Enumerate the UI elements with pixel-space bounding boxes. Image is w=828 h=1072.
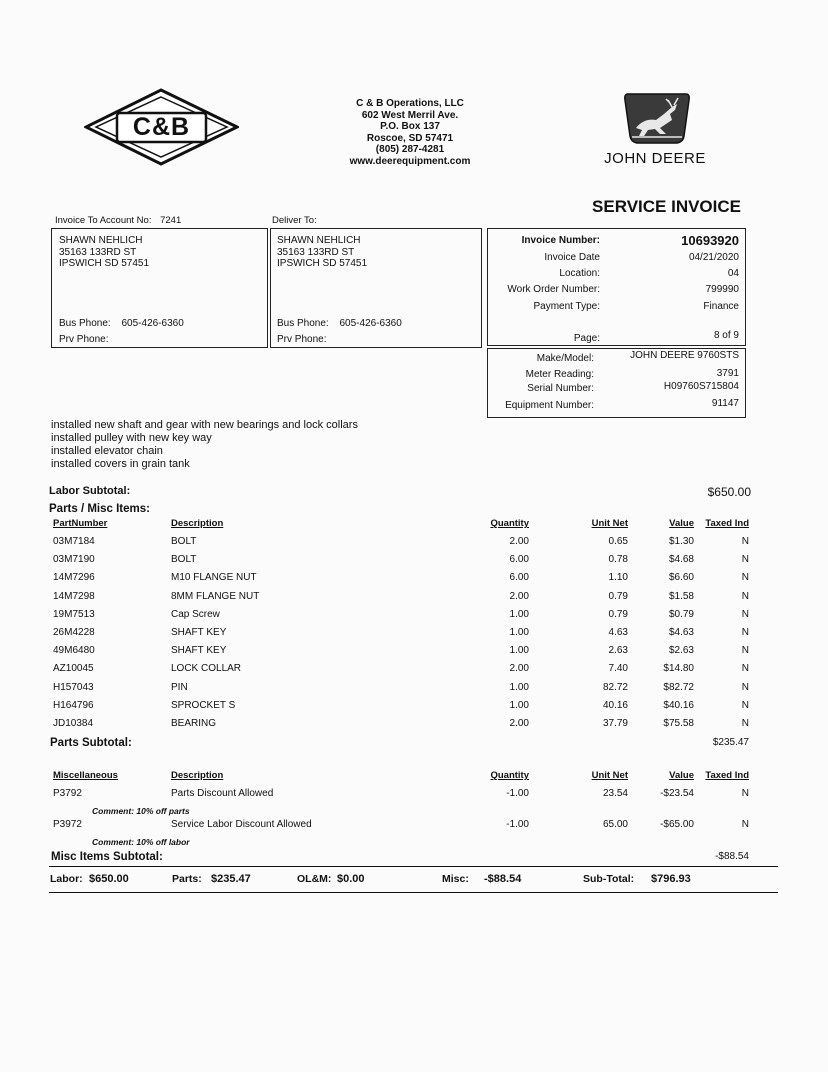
labor-subtotal-value: $650.00 (707, 485, 751, 499)
work-order: 799990 (705, 284, 739, 295)
document-title: SERVICE INVOICE (592, 197, 741, 216)
misc-description: Parts Discount Allowed (171, 788, 274, 799)
col-miscellaneous: Miscellaneous (53, 770, 118, 781)
parts-table-row (0, 682, 828, 696)
part-description: BOLT (171, 554, 197, 566)
part-description: BEARING (171, 718, 217, 729)
misc-quantity: -1.00 (506, 819, 529, 830)
part-unit-net: 7.40 (608, 663, 628, 675)
part-taxed: N (741, 699, 749, 711)
invoice-info-box (487, 228, 746, 346)
misc-comment: Comment: 10% off labor (92, 837, 190, 847)
part-quantity: 1.00 (509, 681, 529, 693)
payment-type-label: Payment Type: (533, 301, 600, 312)
parts-table-row (0, 536, 828, 550)
part-taxed: N (741, 663, 749, 675)
bill-to-city: IPSWICH SD 57451 (59, 258, 150, 269)
part-description: SHAFT KEY (171, 627, 227, 638)
parts-table-row (0, 609, 828, 623)
col-value: Value (669, 770, 694, 781)
misc-subtotal-label: Misc Items Subtotal: (51, 851, 163, 863)
payment-type: Finance (703, 301, 739, 312)
misc-taxed: N (741, 819, 749, 830)
note-line: installed elevator chain (51, 445, 163, 457)
part-unit-net: 0.65 (608, 536, 628, 547)
parts-table-row (0, 645, 828, 659)
part-number: H157043 (53, 681, 94, 693)
part-description: 8MM FLANGE NUT (171, 590, 260, 602)
page-label: Page: (573, 333, 600, 344)
part-quantity: 2.00 (509, 663, 529, 675)
note-line: installed new shaft and gear with new bearings and lock collars (51, 419, 358, 431)
part-unit-net: 0.78 (608, 554, 628, 566)
page-number: 8 of 9 (713, 330, 739, 341)
part-taxed: N (741, 590, 749, 602)
part-taxed: N (741, 608, 749, 620)
col-description: Description (171, 518, 224, 529)
part-unit-net: 82.72 (602, 681, 628, 693)
misc-description: Service Labor Discount Allowed (171, 819, 312, 830)
part-description: SPROCKET S (171, 699, 236, 711)
part-value: $4.63 (668, 627, 694, 638)
company-name: C & B Operations, LLC (356, 98, 464, 109)
misc-row (0, 788, 828, 802)
note-line: installed pulley with new key way (51, 432, 212, 444)
parts-table-header (0, 518, 828, 532)
parts-table-row (0, 627, 828, 641)
meter-reading-label: Meter Reading: (525, 369, 594, 380)
part-value: $1.58 (668, 590, 694, 602)
make-model-label: Make/Model: (536, 353, 594, 364)
part-value: $75.58 (663, 718, 694, 729)
invoice-number-label: Invoice Number: (521, 235, 600, 246)
part-value: $2.63 (668, 645, 694, 657)
deliver-bus-phone-label: Bus Phone: (277, 318, 329, 329)
parts-subtotal-label: Parts Subtotal: (50, 737, 132, 749)
part-value: $14.80 (663, 663, 694, 675)
part-description: PIN (171, 681, 188, 693)
part-taxed: N (741, 681, 749, 693)
part-taxed: N (741, 718, 749, 729)
part-description: LOCK COLLAR (171, 663, 242, 675)
deliver-to-city: IPSWICH SD 57451 (277, 258, 368, 269)
parts-table-row (0, 572, 828, 586)
john-deere-wordmark: JOHN DEERE (604, 150, 706, 167)
col-quantity: Quantity (490, 770, 529, 781)
invoice-number: 10693920 (681, 233, 739, 248)
parts-section-title: Parts / Misc Items: (49, 503, 150, 515)
equipment-number: 91147 (711, 398, 739, 409)
deliver-to-label: Deliver To: (272, 215, 317, 226)
col-part-number: PartNumber (53, 518, 108, 529)
misc-table-header (0, 770, 828, 784)
part-number: JD10384 (53, 718, 94, 729)
part-value: $6.60 (668, 572, 694, 584)
location: 04 (727, 268, 739, 279)
misc-unit-net: 23.54 (602, 788, 628, 799)
total-parts-label: Parts: (172, 873, 202, 885)
parts-table-row (0, 663, 828, 677)
part-unit-net: 40.16 (602, 699, 628, 711)
part-unit-net: 4.63 (608, 627, 628, 638)
parts-table-row (0, 591, 828, 605)
cb-logo (84, 88, 239, 166)
invoice-to-label: Invoice To Account No: 7241 (55, 215, 182, 226)
bill-to-street: 35163 133RD ST (59, 246, 137, 258)
bill-to-box (51, 228, 268, 348)
part-number: AZ10045 (53, 663, 94, 675)
john-deere-logo (622, 90, 692, 146)
part-taxed: N (741, 572, 749, 584)
company-phone: (805) 287-4281 (375, 144, 445, 156)
part-unit-net: 0.79 (608, 590, 628, 602)
misc-row (0, 819, 828, 833)
col-description: Description (171, 770, 224, 781)
col-unit-net: Unit Net (591, 770, 628, 781)
part-quantity: 1.00 (509, 627, 529, 638)
account-number: 7241 (160, 215, 182, 226)
parts-table-row (0, 554, 828, 568)
parts-table-row (0, 718, 828, 732)
col-unit-net: Unit Net (591, 518, 628, 529)
part-value: $1.30 (668, 536, 694, 547)
bill-to-name: SHAWN NEHLICH (59, 235, 143, 246)
company-street: 602 West Merril Ave. (361, 109, 459, 121)
col-taxed: Taxed Ind (705, 770, 749, 781)
part-description: BOLT (171, 536, 197, 547)
invoice-date-label: Invoice Date (544, 252, 600, 263)
totals-bar (0, 873, 828, 887)
sub-total: $796.93 (651, 873, 691, 885)
cb-logo-text: C&B (132, 113, 191, 141)
part-number: 14M7296 (53, 572, 95, 584)
part-unit-net: 1.10 (608, 572, 628, 584)
part-number: 03M7184 (53, 536, 95, 547)
part-quantity: 1.00 (509, 699, 529, 711)
deliver-bus-phone: 605-426-6360 (339, 318, 402, 329)
col-taxed: Taxed Ind (705, 518, 749, 529)
part-taxed: N (741, 645, 749, 657)
part-unit-net: 37.79 (602, 718, 628, 729)
part-number: 49M6480 (53, 645, 95, 657)
part-unit-net: 2.63 (608, 645, 628, 657)
company-website: www.deerequipment.com (349, 155, 471, 167)
misc-quantity: -1.00 (506, 788, 529, 799)
serial-number-label: Serial Number: (527, 383, 594, 394)
invoice-date: 04/21/2020 (688, 252, 739, 263)
equipment-number-label: Equipment Number: (505, 400, 594, 411)
part-quantity: 2.00 (509, 536, 529, 547)
equipment-box (487, 348, 746, 418)
part-quantity: 6.00 (509, 572, 529, 584)
location-label: Location: (559, 268, 600, 279)
total-olm-label: OL&M: (297, 873, 332, 885)
totals-top-rule (49, 866, 778, 867)
col-value: Value (669, 518, 694, 529)
bus-phone-label: Bus Phone: (59, 318, 111, 329)
bus-phone: 605-426-6360 (121, 318, 184, 329)
misc-code: P3972 (53, 819, 82, 830)
part-taxed: N (741, 627, 749, 638)
total-misc-label: Misc: (442, 873, 469, 885)
part-description: SHAFT KEY (171, 645, 227, 657)
misc-taxed: N (741, 788, 749, 799)
deliver-to-street: 35163 133RD ST (277, 246, 355, 258)
part-number: H164796 (53, 699, 94, 711)
part-quantity: 6.00 (509, 554, 529, 566)
part-number: 03M7190 (53, 554, 95, 566)
part-value: $0.79 (668, 608, 694, 620)
part-description: M10 FLANGE NUT (171, 572, 257, 584)
totals-bottom-rule (49, 892, 778, 893)
part-taxed: N (741, 536, 749, 547)
deliver-to-name: SHAWN NEHLICH (277, 235, 361, 246)
part-number: 14M7298 (53, 590, 95, 602)
part-quantity: 1.00 (509, 608, 529, 620)
parts-subtotal-value: $235.47 (712, 737, 749, 748)
service-notes (51, 419, 358, 471)
part-value: $4.68 (668, 554, 694, 566)
prv-phone-label: Prv Phone: (59, 334, 109, 345)
misc-unit-net: 65.00 (602, 819, 628, 830)
part-quantity: 2.00 (509, 590, 529, 602)
part-unit-net: 0.79 (608, 608, 628, 620)
misc-value: -$23.54 (660, 788, 694, 799)
part-description: Cap Screw (171, 608, 220, 620)
deliver-to-box (270, 228, 482, 348)
part-value: $40.16 (663, 699, 694, 711)
make-model: JOHN DEERE 9760STS (630, 350, 739, 361)
part-number: 19M7513 (53, 608, 95, 620)
misc-code: P3792 (53, 788, 82, 799)
deliver-prv-phone-label: Prv Phone: (277, 334, 327, 345)
part-value: $82.72 (663, 681, 694, 693)
labor-subtotal-label: Labor Subtotal: (49, 485, 131, 497)
total-misc: -$88.54 (484, 873, 522, 885)
part-quantity: 1.00 (509, 645, 529, 657)
sub-total-label: Sub-Total: (583, 873, 635, 885)
misc-comment: Comment: 10% off parts (92, 806, 190, 816)
part-taxed: N (741, 554, 749, 566)
company-city: Roscoe, SD 57471 (366, 132, 454, 144)
note-line: installed covers in grain tank (51, 458, 190, 470)
parts-table-row (0, 700, 828, 714)
misc-subtotal-value: -$88.54 (715, 851, 749, 862)
part-number: 26M4228 (53, 627, 95, 638)
meter-reading: 3791 (716, 368, 739, 379)
company-po-box: P.O. Box 137 (380, 121, 440, 133)
misc-value: -$65.00 (660, 819, 694, 830)
serial-number: H09760S715804 (663, 381, 739, 392)
part-quantity: 2.00 (509, 718, 529, 729)
total-olm: $0.00 (337, 873, 365, 885)
total-labor-label: Labor: (50, 873, 83, 885)
work-order-label: Work Order Number: (507, 284, 600, 295)
total-labor: $650.00 (89, 873, 129, 885)
company-address (320, 98, 500, 168)
total-parts: $235.47 (211, 873, 251, 885)
col-quantity: Quantity (490, 518, 529, 529)
